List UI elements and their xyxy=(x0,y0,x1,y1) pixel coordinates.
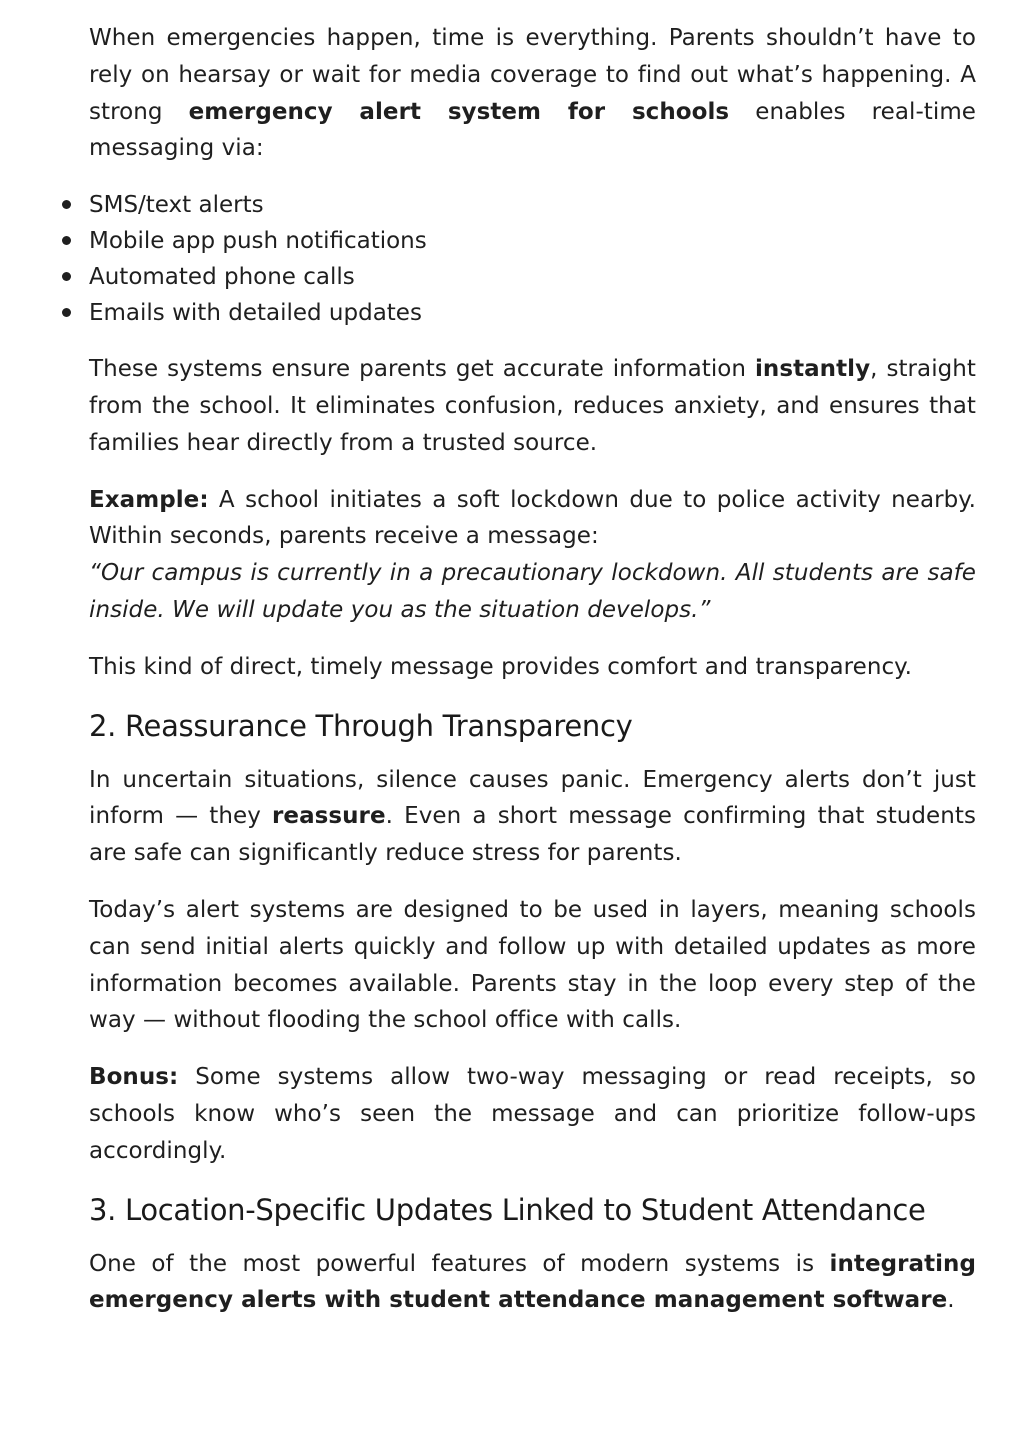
article-body xyxy=(89,0,976,1319)
intro-text-2: enables real-time messaging via: xyxy=(89,98,976,162)
section-3-text-2: . xyxy=(947,1287,955,1314)
section-3-paragraph-1 xyxy=(89,1246,976,1320)
bullet-icon xyxy=(62,236,71,245)
intro-paragraph xyxy=(89,20,976,167)
alert-channel-list xyxy=(0,187,976,331)
list-item xyxy=(0,187,976,223)
bonus-label: Bonus: xyxy=(89,1064,179,1091)
section-2-text-2: . Even a short message confirming that students are safe can significantly reduce stress for parents. xyxy=(89,803,976,867)
bullet-icon xyxy=(62,272,71,281)
section-2-bold-text: reassure xyxy=(272,803,386,830)
bullet-icon xyxy=(62,200,71,209)
bullet-icon xyxy=(62,308,71,317)
list-item-text: SMS/text alerts xyxy=(89,192,264,219)
intro-bold-text: emergency alert system for schools xyxy=(188,98,730,125)
list-item xyxy=(0,223,976,259)
example-text: A school initiates a soft lockdown due to police activity nearby. Within seconds, parents receive a message: xyxy=(89,486,976,550)
instant-text-1: These systems ensure parents get accurate information xyxy=(89,356,755,383)
section-3-text-1: One of the most powerful features of modern systems is xyxy=(89,1250,830,1277)
section-2-paragraph-2: Today’s alert systems are designed to be used in layers, meaning schools can send initial alerts quickly and follow up with detailed updates as more information becomes available. Parents stay in the loop every step of the way — without flooding the school office with calls. xyxy=(89,896,976,1034)
section-2-heading: 2. Reassurance Through Transparency xyxy=(89,708,633,743)
instant-bold-text: instantly xyxy=(754,356,871,383)
list-item-text: Automated phone calls xyxy=(89,264,355,291)
list-item-text: Emails with detailed updates xyxy=(89,300,422,327)
comfort-paragraph: This kind of direct, timely message provides comfort and transparency. xyxy=(89,653,912,680)
instant-paragraph xyxy=(89,351,976,461)
list-item-text: Mobile app push notifications xyxy=(89,228,427,255)
example-quote: “Our campus is currently in a precautionary lockdown. All students are safe inside. We will update you as the situation develops.” xyxy=(89,560,976,623)
bonus-text: Some systems allow two-way messaging or read receipts, so schools know who’s seen the message and can prioritize follow-ups accordingly. xyxy=(89,1064,976,1164)
list-item xyxy=(0,259,976,295)
intro-text-1: When emergencies happen, time is everything. Parents shouldn’t have to rely on hearsay or wait for media coverage to find out what’s happening. A strong xyxy=(89,25,976,125)
section-2-paragraph-1 xyxy=(89,762,976,872)
section-3-heading: 3. Location-Specific Updates Linked to Student Attendance xyxy=(89,1192,926,1227)
list-item xyxy=(0,295,976,331)
instant-text-2: , straight from the school. It eliminates confusion, reduces anxiety, and ensures that families hear directly from a trusted source. xyxy=(89,356,976,456)
example-paragraph xyxy=(89,482,976,556)
bonus-paragraph xyxy=(89,1059,976,1169)
section-3-bold-text: integrating emergency alerts with student attendance management software xyxy=(89,1250,976,1314)
example-label: Example: xyxy=(89,486,209,513)
section-2-text-1: In uncertain situations, silence causes panic. Emergency alerts don’t just inform — they xyxy=(89,766,976,830)
